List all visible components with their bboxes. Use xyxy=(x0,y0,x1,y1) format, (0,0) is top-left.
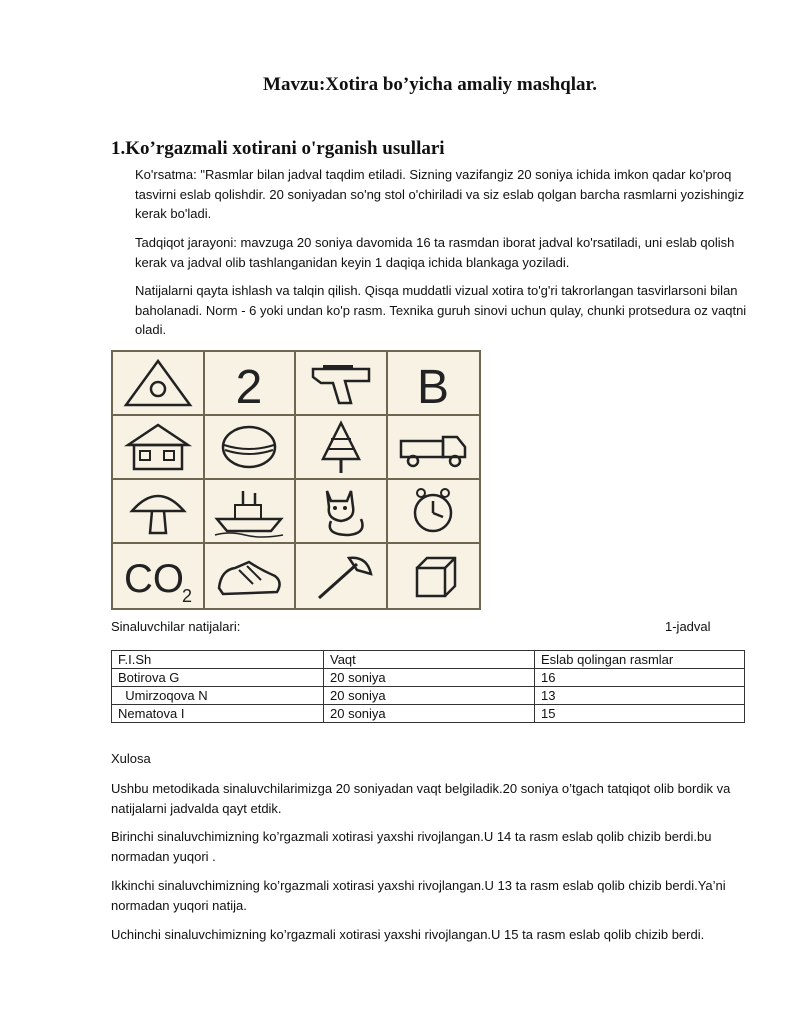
letter-b-icon xyxy=(388,352,480,416)
procedure-paragraph: Tadqiqot jarayoni: mavzuga 20 soniya davomida 16 ta rasmdan iborat jadval ko'rsatiladi, uni eslab qolish kerak va jadval olib tashlanganidan keyin 1 daqiqa ichida blankaga yoziladi. xyxy=(135,235,735,270)
co2-subscript: 2 xyxy=(181,586,192,604)
alarm-clock-icon xyxy=(388,480,480,544)
conclusion-paragraph-3: Ikkinchi sinaluvchimizning ko’rgazmali xotirasi yaxshi rivojlangan.U 13 ta rasm eslab qolib chizib berdi.Ya’ni normadan yuqori natija. xyxy=(111,878,726,913)
cell-time: 20 soniya xyxy=(324,669,535,687)
house-icon xyxy=(113,416,205,480)
conclusion-paragraph-4: Uchinchi sinaluvchimizning ko’rgazmali xotirasi yaxshi rivojlangan.U 15 ta rasm eslab qolib chizib berdi. xyxy=(111,927,705,942)
header-time: Vaqt xyxy=(324,651,535,669)
co2-formula-icon xyxy=(113,544,205,608)
tree-icon xyxy=(296,416,388,480)
ball-icon xyxy=(205,416,297,480)
cell-name: Botirova G xyxy=(112,669,324,687)
pistol-icon xyxy=(296,352,388,416)
mushroom-icon xyxy=(113,480,205,544)
cell-time: 20 soniya xyxy=(324,687,535,705)
results-table xyxy=(111,650,745,723)
conclusion-heading: Xulosa xyxy=(111,751,151,766)
table-number: 1-jadval xyxy=(665,619,711,634)
conclusion-paragraph-2: Birinchi sinaluvchimizning ko’rgazmali xotirasi yaxshi rivojlangan.U 14 ta rasm eslab qolib chizib berdi.bu normadan yuqori . xyxy=(111,829,712,864)
cat-icon xyxy=(296,480,388,544)
table-header-row xyxy=(112,651,745,669)
axe-icon xyxy=(296,544,388,608)
instruction-paragraph: Ko'rsatma: "Rasmlar bilan jadval taqdim etiladi. Sizning vazifangiz 20 soniya ichida imkon qadar ko'proq tasvirni eslab qolishdir. 20 soniyadan so'ng stol o'chiriladi va siz eslab qolgan barcha rasmlarni yozishingiz kerak bo'ladi. xyxy=(135,167,745,221)
table-row xyxy=(112,669,745,687)
table-caption: Sinaluvchilar natijalari: xyxy=(111,619,241,634)
processing-paragraph: Natijalarni qayta ishlash va talqin qilish. Qisqa muddatli vizual xotira to'g'ri takrorlangan tasvirlarsoni bilan baholanadi. Norm - 6 yoki undan ko'p rasm. Texnika guruh sinovi uchun qulay, chunki protsedura oz vaqtni oladi. xyxy=(135,283,747,337)
cell-name: Nematova I xyxy=(112,705,324,723)
conclusion-paragraph-1: Ushbu metodikada sinaluvchilarimizga 20 soniyadan vaqt belgiladik.20 soniya o’tgach tatqiqot olib bordik va natijalarni jadvalda qayt etdik. xyxy=(111,781,731,816)
digit-two-icon xyxy=(205,352,297,416)
letter-b-label: B xyxy=(417,361,450,411)
cell-name: Umirzoqova N xyxy=(112,687,324,705)
triangle-circle-icon xyxy=(113,352,205,416)
truck-icon xyxy=(388,416,480,480)
ship-icon xyxy=(205,480,297,544)
co2-label: CO xyxy=(123,557,184,601)
digit-two-label: 2 xyxy=(235,361,263,411)
section-heading: 1.Ko’rgazmali xotirani o'rganish usullari xyxy=(111,138,445,159)
shoe-icon xyxy=(205,544,297,608)
cell-count: 13 xyxy=(535,687,745,705)
cell-count: 15 xyxy=(535,705,745,723)
header-name: F.I.Sh xyxy=(112,651,324,669)
page-title: Mavzu:Xotira bo’yicha amaliy mashqlar. xyxy=(263,74,597,95)
header-remembered: Eslab qolingan rasmlar xyxy=(535,651,745,669)
cell-count: 16 xyxy=(535,669,745,687)
box-icon xyxy=(388,544,480,608)
cell-time: 20 soniya xyxy=(324,705,535,723)
table-row xyxy=(112,705,745,723)
memory-picture-grid xyxy=(111,350,481,610)
table-row xyxy=(112,687,745,705)
